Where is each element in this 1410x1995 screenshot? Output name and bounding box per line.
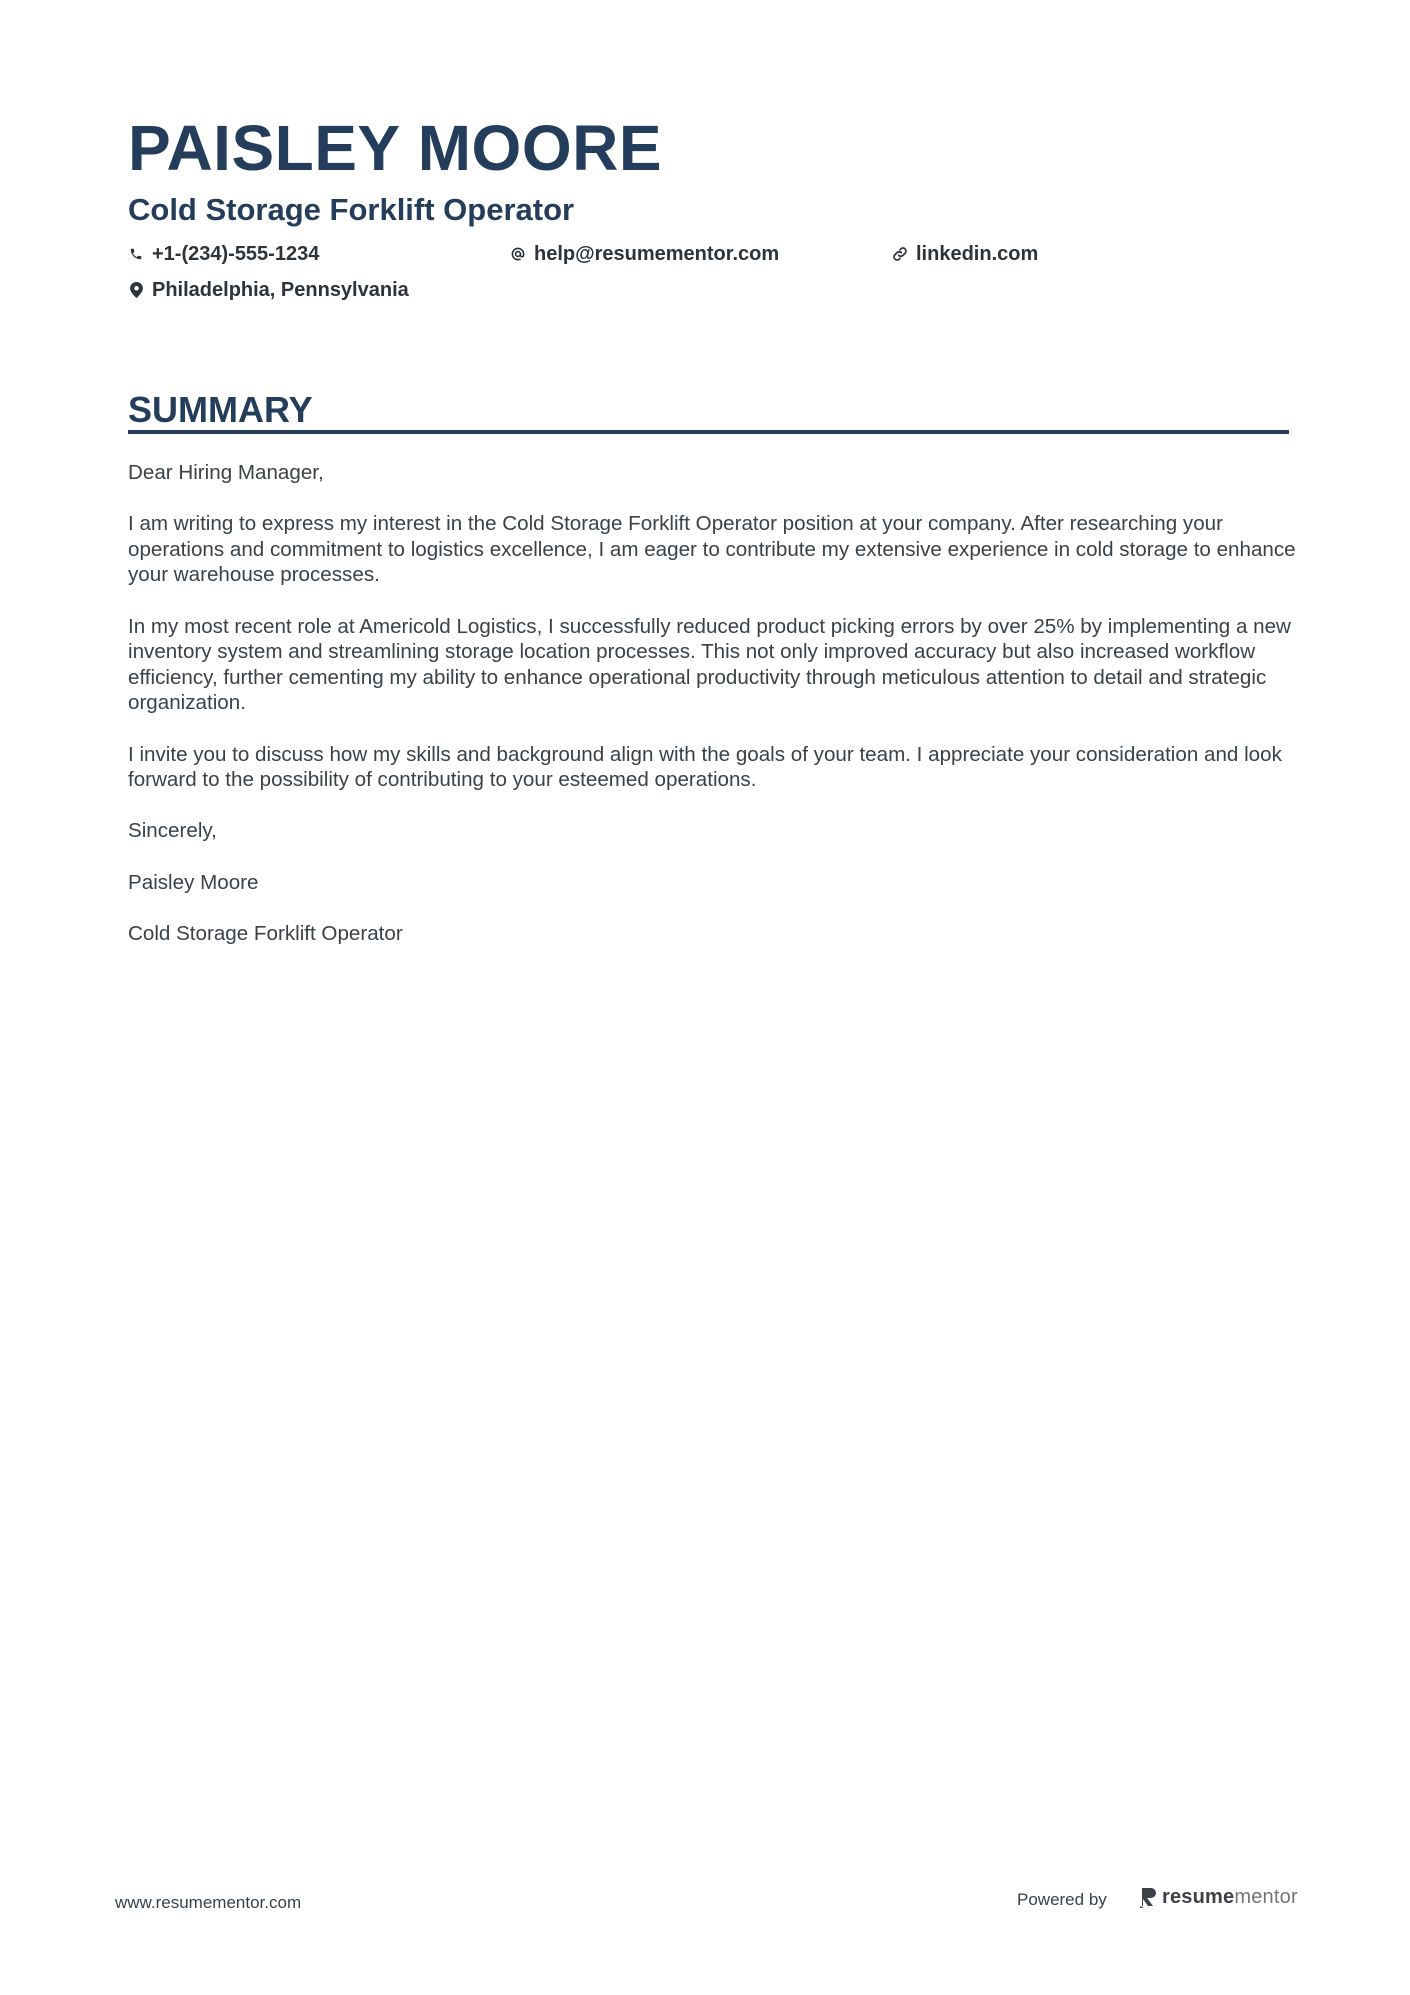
contact-email[interactable] — [510, 241, 779, 267]
section-divider — [128, 430, 1289, 434]
letter-paragraph: I invite you to discuss how my skills and background align with the goals of your team. I appreciate your consideration and look forward to the possibility of contributing to your esteemed operations. — [128, 742, 1282, 792]
salutation: Dear Hiring Manager, — [128, 461, 324, 484]
link-icon — [892, 245, 908, 263]
phone-icon — [128, 245, 144, 263]
website-text: linkedin.com — [916, 243, 1039, 265]
letter-paragraph: I am writing to express my interest in the Cold Storage Forklift Operator position at your company. After researching your operations and commitment to logistics excellence, I am eager to contribute my extensive experience in cold storage to enhance your warehouse processes. — [128, 512, 1296, 587]
phone-text: +1-(234)-555-1234 — [152, 243, 320, 265]
contact-website[interactable] — [892, 241, 1038, 267]
location-pin-icon — [128, 281, 144, 299]
letter-paragraph: In my most recent role at Americold Logistics, I successfully reduced product picking errors by over 25% by implementing a new inventory system and streamlining storage location processes. This not only improved accuracy but also increased workflow efficiency, further cementing my ability to enhance operational productivity through meticulous attention to detail and strategic organization. — [128, 614, 1291, 715]
cover-letter-body — [128, 460, 1298, 972]
location-text: Philadelphia, Pennsylvania — [152, 279, 409, 301]
summary-heading: SUMMARY — [128, 389, 313, 430]
signature-name: Paisley Moore — [128, 870, 259, 894]
at-icon — [510, 245, 526, 263]
email-text: help@resumementor.com — [534, 243, 780, 265]
contact-phone[interactable] — [128, 241, 319, 267]
candidate-name: PAISLEY MOORE — [128, 112, 662, 184]
powered-by-label: Powered by — [1017, 1890, 1107, 1909]
brand-name-light: mentor — [1234, 1886, 1298, 1908]
brand-logo[interactable] — [1140, 1884, 1298, 1910]
brand-name — [1162, 1884, 1298, 1910]
closing: Sincerely, — [128, 819, 217, 843]
contact-location — [128, 277, 409, 303]
signature-title: Cold Storage Forklift Operator — [128, 921, 403, 945]
footer-url[interactable]: www.resumementor.com — [115, 1893, 302, 1912]
brand-name-bold: resume — [1162, 1886, 1235, 1908]
brand-logo-icon — [1140, 1886, 1158, 1908]
candidate-title: Cold Storage Forklift Operator — [128, 192, 575, 227]
